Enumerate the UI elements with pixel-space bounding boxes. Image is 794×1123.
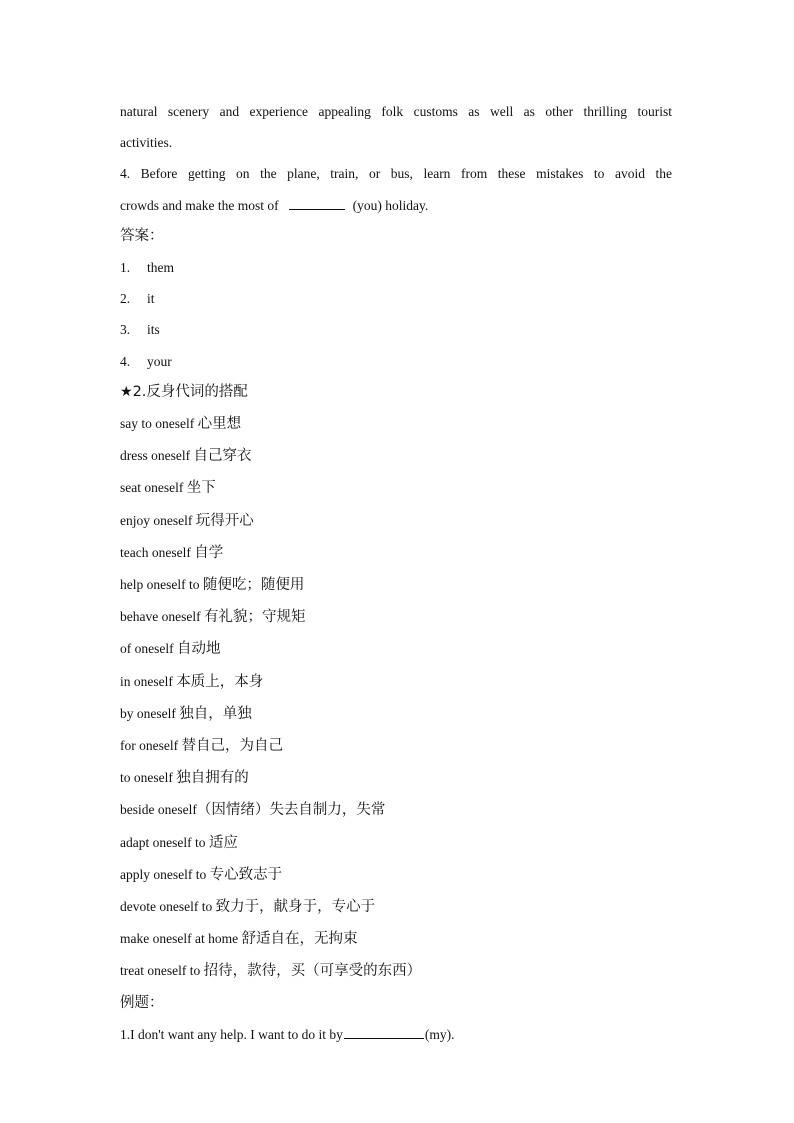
phrase-item <box>120 923 672 955</box>
phrase-chinese: 自动地 <box>176 641 221 658</box>
phrase-item <box>120 505 672 537</box>
example-1-text-before-blank: 1.I don't want any help. I want to do it by <box>120 1026 343 1042</box>
answer-text: your <box>147 353 172 369</box>
phrase-english: for oneself <box>120 738 179 754</box>
phrase-chinese: 随便吃；随便用 <box>202 577 305 594</box>
phrase-english: make oneself at home <box>120 931 239 947</box>
example-1-text-after-blank: (my). <box>424 1026 455 1042</box>
examples-heading: 例题： <box>120 994 164 1011</box>
phrase-english: apply oneself to <box>120 866 207 882</box>
phrase-chinese: （因情绪）失去自制力，失常 <box>196 802 386 819</box>
q3-text-line-1: natural scenery and experience appealing folk customs as well as other thrilling tourist <box>120 104 672 119</box>
phrase-item <box>120 859 672 891</box>
q3-continuation-line <box>120 96 672 127</box>
example-1 <box>120 1019 672 1050</box>
phrase-chinese: 独自拥有的 <box>176 770 249 787</box>
phrase-chinese: 招待，款待，买（可享受的东西） <box>203 963 422 980</box>
phrase-item <box>120 730 672 762</box>
phrase-item <box>120 955 672 987</box>
answer-text: it <box>147 291 155 307</box>
phrase-list <box>120 408 672 988</box>
phrase-item <box>120 666 672 698</box>
phrase-chinese: 致力于，献身于，专心于 <box>215 899 376 916</box>
phrase-chinese: 替自己，为自己 <box>181 738 283 755</box>
phrase-chinese: 适应 <box>208 834 238 851</box>
phrase-item <box>120 698 672 730</box>
phrase-english: in oneself <box>120 673 173 689</box>
q4-answer-blank <box>289 197 345 210</box>
star-icon: ★ <box>120 383 133 400</box>
phrase-english: beside oneself <box>120 802 197 818</box>
answer-text: them <box>147 260 174 276</box>
question-4-line-2 <box>120 190 672 221</box>
phrase-english: seat oneself <box>120 480 184 496</box>
answer-item <box>120 252 672 283</box>
phrase-chinese: 坐下 <box>186 480 216 497</box>
phrase-item <box>120 633 672 665</box>
phrase-item <box>120 794 672 826</box>
phrase-english: by oneself <box>120 705 176 721</box>
phrase-chinese: 心里想 <box>197 416 242 433</box>
answer-item <box>120 346 672 377</box>
answer-item <box>120 314 672 345</box>
answer-number: 3. <box>120 322 131 338</box>
answer-item <box>120 283 672 314</box>
phrase-english: of oneself <box>120 641 174 657</box>
answer-text: its <box>147 322 160 338</box>
phrase-english: help oneself to <box>120 577 200 593</box>
phrase-item <box>120 472 672 504</box>
phrase-english: devote oneself to <box>120 899 213 915</box>
phrase-item <box>120 891 672 923</box>
phrase-english: say to oneself <box>120 416 195 432</box>
phrase-chinese: 自己穿衣 <box>193 448 252 465</box>
phrase-chinese: 本质上，本身 <box>176 673 264 690</box>
phrase-chinese: 专心致志于 <box>209 866 283 883</box>
document-page <box>120 96 672 1050</box>
answers-heading: 答案： <box>120 227 164 244</box>
phrase-english: adapt oneself to <box>120 834 206 850</box>
example-1-answer-blank <box>344 1026 424 1039</box>
q3-continuation-line-2 <box>120 127 672 158</box>
q4-text-before-blank: crowds and make the most of <box>120 197 279 213</box>
answer-number: 4. <box>120 353 131 369</box>
phrase-english: to oneself <box>120 770 173 786</box>
phrase-chinese: 有礼貌；守规矩 <box>203 609 306 626</box>
section-2-title: 2.反身代词的搭配 <box>132 383 248 400</box>
phrase-english: treat oneself to <box>120 963 201 979</box>
phrase-item <box>120 827 672 859</box>
section-2-heading <box>120 377 672 408</box>
phrase-english: enjoy oneself <box>120 512 193 528</box>
answer-number: 1. <box>120 260 131 276</box>
phrase-chinese: 自学 <box>194 544 224 561</box>
q4-text-line-1: 4. Before getting on the plane, train, or bus, learn from these mistakes to avoid the <box>120 166 672 182</box>
phrase-chinese: 舒适自在，无拘束 <box>241 931 358 948</box>
phrase-item <box>120 601 672 633</box>
phrase-chinese: 独自，单独 <box>179 705 252 722</box>
phrase-item <box>120 569 672 601</box>
phrase-english: teach oneself <box>120 544 191 560</box>
q4-text-after-blank: (you) holiday. <box>352 197 429 213</box>
phrase-item <box>120 408 672 440</box>
phrase-item <box>120 762 672 794</box>
phrase-english: behave oneself <box>120 609 201 625</box>
phrase-item <box>120 537 672 569</box>
question-4-line-1 <box>120 158 672 189</box>
q3-text-line-2: activities. <box>120 135 173 151</box>
answers-list <box>120 252 672 377</box>
phrase-item <box>120 440 672 472</box>
phrase-chinese: 玩得开心 <box>195 512 254 529</box>
answer-number: 2. <box>120 291 131 307</box>
phrase-english: dress oneself <box>120 448 191 464</box>
